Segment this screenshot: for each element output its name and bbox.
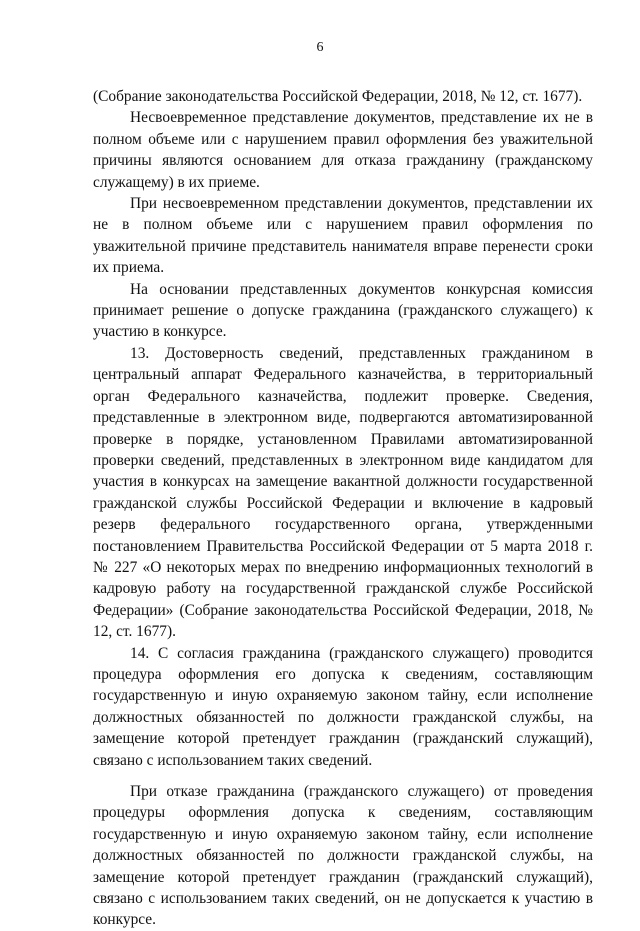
paragraph-late-submission-valid-reason: При несвоевременном представлении документов, представлении их не в полном объеме или с нарушением правил оформления по уважительной причине представитель нанимателя вправе перенести сроки их приема. [93,195,593,277]
paragraph-citation-continuation: (Собрание законодательства Российской Федерации, 2018, № 12, ст. 1677). [93,88,583,105]
document-body [93,86,593,931]
paragraph-admission-decision: На основании представленных документов конкурсная комиссия принимает решение о допуске гражданина (гражданского служащего) к участию в конкурсе. [93,280,593,341]
paragraph-late-submission-refusal: Несвоевременное представление документов, представление их не в полном объеме или с нарушением правил оформления без уважительной причины являются основанием для отказа гражданину (гражданскому служащему) в их приеме. [93,109,593,191]
paragraph-13-verification: 13. Достоверность сведений, представленных гражданином в центральный аппарат Федерального казначейства, в территориальный орган Федерального казначейства, подлежит проверке. Сведения, представленные в электронном виде, подвергаются автоматизированной проверке в порядке, установленном Правилами автоматизированной проверки сведений, представленных в электронном виде кандидатом для участия в конкурсах на замещение вакантной должности государственной гражданской службы Российской Федерации и включение в кадровый резерв федерального государственного органа, утвержденными постановлением Правительства Российской Федерации от 5 марта 2018 г. № 227 «О некоторых мерах по внедрению информационных технологий в кадровую работу на государственной гражданской службе Российской Федерации» (Собрание законодательства Российской Федерации, 2018, № 12, ст. 1677). [93,344,593,641]
paragraph-14-clearance: 14. С согласия гражданина (гражданского служащего) проводится процедура оформления его допуска к сведениям, составляющим государственную и иную охраняемую законом тайну, если исполнение должностных обязанностей по должности гражданской службы, на замещение которой претендует гражданин (гражданский служащий), связано с использованием таких сведений. [93,644,593,769]
page-number: 6 [316,40,324,55]
paragraph-clearance-refusal: При отказе гражданина (гражданского служащего) от проведения процедуры оформления допуска к сведениям, составляющим государственную и иную охраняемую законом тайну, если исполнение должностных обязанностей по должности гражданской службы, на замещение которой претендует гражданин (гражданский служащий), связано с использованием таких сведений, он не допускается к участию в конкурсе. [93,783,593,929]
